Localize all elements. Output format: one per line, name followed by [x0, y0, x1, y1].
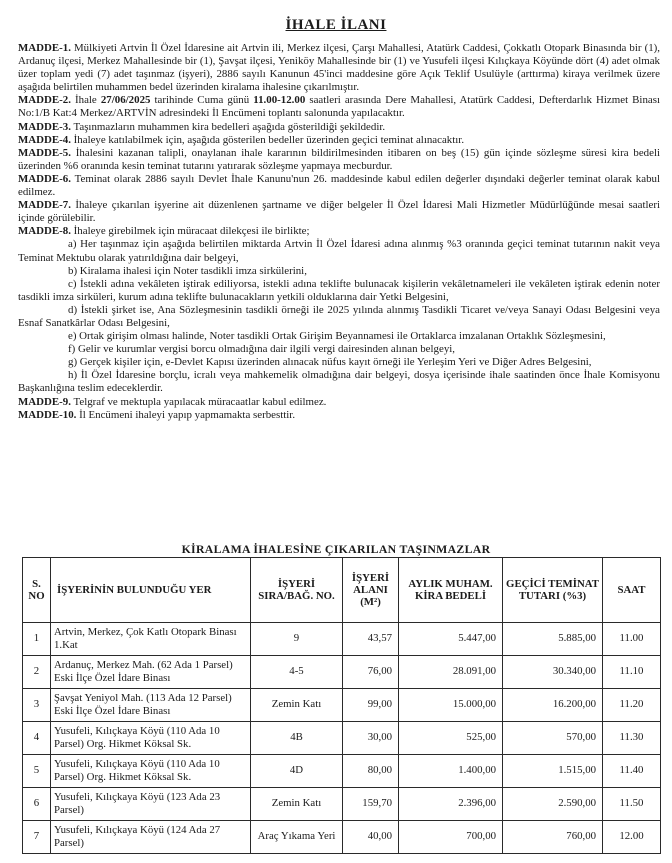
cell-rent: 700,00 — [399, 821, 503, 854]
properties-table — [22, 557, 661, 854]
cell-deposit: 1.515,00 — [503, 755, 603, 788]
article-label: MADDE-5. — [18, 146, 71, 159]
cell-time: 11.50 — [603, 788, 661, 821]
cell-no: 5 — [23, 755, 51, 788]
article-text: İhaleye girebilmek için müracaat dilekçesi ile birlikte; — [70, 225, 310, 238]
header-time: SAAT — [603, 558, 661, 623]
cell-area: 159,70 — [343, 788, 399, 821]
table-title: KİRALAMA İHALESİNE ÇIKARILAN TAŞINMAZLAR — [181, 542, 491, 556]
article-label: MADDE-9. — [18, 395, 71, 408]
cell-no: 2 — [23, 656, 51, 689]
cell-rent: 525,00 — [399, 722, 503, 755]
article-text: Taşınmazların muhammen kira bedelleri aşağıda gösterildiği şekildedir. — [70, 120, 386, 133]
cell-location: Yusufeli, Kılıçkaya Köyü (123 Ada 23 Parsel) — [51, 788, 251, 821]
document-title: İHALE İLANI — [285, 17, 387, 33]
article-label: MADDE-2. — [18, 94, 71, 107]
article-5 — [18, 147, 660, 173]
table-row — [23, 689, 661, 722]
article-text: İl Encümeni ihaleyi yapıp yapmamakta serbesttir. — [76, 408, 296, 421]
cell-area: 80,00 — [343, 755, 399, 788]
cell-location: Şavşat Yeniyol Mah. (113 Ada 12 Parsel) Eski İlçe Özel İdare Binası — [51, 689, 251, 722]
cell-unit-no: 9 — [251, 623, 343, 656]
cell-location: Yusufeli, Kılıçkaya Köyü (110 Ada 10 Parsel) Org. Hikmet Köksal Sk. — [51, 722, 251, 755]
article-label: MADDE-8. — [18, 225, 71, 238]
cell-time: 11.00 — [603, 623, 661, 656]
cell-no: 4 — [23, 722, 51, 755]
article-10 — [18, 409, 660, 422]
header-location: İŞYERİNİN BULUNDUĞU YER — [51, 558, 251, 623]
cell-unit-no: 4D — [251, 755, 343, 788]
cell-no: 7 — [23, 821, 51, 854]
article-text: saatleri arasında Dere Mahallesi, Atatürk Caddesi, Defterdarlık Hizmet Binası No:1/B Kat:4 Merkez/ARTVİN adresindeki İl Encümeni toplantı salonunda yapılacaktır. — [18, 94, 660, 120]
subitem-g: g) Gerçek kişiler için, e-Devlet Kapısı üzerinden alınacak nüfus kayıt örneği ile Yerleşim Yeri ve Diğer Adres Belgesini, — [68, 356, 592, 369]
article-3 — [18, 121, 660, 134]
article-label: MADDE-4. — [18, 133, 71, 146]
cell-deposit: 16.200,00 — [503, 689, 603, 722]
table-row — [23, 755, 661, 788]
cell-unit-no: 4-5 — [251, 656, 343, 689]
cell-deposit: 570,00 — [503, 722, 603, 755]
cell-rent: 2.396,00 — [399, 788, 503, 821]
cell-area: 30,00 — [343, 722, 399, 755]
article-label: MADDE-7. — [18, 199, 71, 212]
cell-rent: 1.400,00 — [399, 755, 503, 788]
article-4 — [18, 134, 660, 147]
article-label: MADDE-10. — [18, 408, 77, 421]
cell-area: 43,57 — [343, 623, 399, 656]
header-area: İŞYERİ ALANI (M²) — [343, 558, 399, 623]
cell-unit-no: 4B — [251, 722, 343, 755]
article-9 — [18, 396, 660, 409]
article-text: İhale — [70, 94, 101, 107]
subitem-b: b) Kiralama ihalesi için Noter tasdikli imza sirkülerini, — [68, 264, 307, 277]
header-rent: AYLIK MUHAM. KİRA BEDELİ — [399, 558, 503, 623]
cell-location: Yusufeli, Kılıçkaya Köyü (110 Ada 10 Parsel) Org. Hikmet Köksal Sk. — [51, 755, 251, 788]
article-6 — [18, 173, 660, 199]
cell-area: 76,00 — [343, 656, 399, 689]
article-text: Telgraf ve mektupla yapılacak müracaatlar kabul edilmez. — [70, 395, 327, 408]
subitem-e: e) Ortak girişim olması halinde, Noter tasdikli Ortak Girişim Beyannamesi ile Ortaklarca imzalanan Ortaklık Sözleşmesini, — [68, 330, 606, 343]
article-text: İhalesini kazanan talipli, onaylanan ihale kararının bildirilmesinden itibaren on beş (15) gün içinde sözleşme süresi kira bedeli üzerinden %6 oranında kesin teminat tutarını yatırarak sözleşme yapmaya mecburdur. — [18, 146, 660, 172]
table-row — [23, 623, 661, 656]
header-no: S. NO — [23, 558, 51, 623]
table-row — [23, 722, 661, 755]
cell-rent: 15.000,00 — [399, 689, 503, 722]
article-2 — [18, 94, 660, 120]
cell-time: 12.00 — [603, 821, 661, 854]
header-unit-no: İŞYERİ SIRA/BAĞ. NO. — [251, 558, 343, 623]
article-7 — [18, 199, 660, 225]
cell-area: 40,00 — [343, 821, 399, 854]
article-text: Teminat olarak 2886 sayılı Devlet İhale Kanunu'nun 26. maddesinde kabul edilen değerler dışındaki değerler teminat olarak kabul edilmez. — [18, 172, 660, 199]
cell-no: 1 — [23, 623, 51, 656]
cell-no: 3 — [23, 689, 51, 722]
subitem-d: d) İstekli şirket ise, Ana Sözleşmesinin tasdikli örneği ile 2025 yılında alınmış Tasdikli Ticaret ve/veya Sanayi Odası Belgesini veya Esnaf Sanatkârlar Odası Belgesini, — [18, 303, 660, 329]
article-label: MADDE-3. — [18, 120, 71, 133]
tender-date: 27/06/2025 — [100, 94, 151, 107]
header-deposit: GEÇİCİ TEMİNAT TUTARI (%3) — [503, 558, 603, 623]
table-row — [23, 656, 661, 689]
cell-deposit: 2.590,00 — [503, 788, 603, 821]
cell-time: 11.10 — [603, 656, 661, 689]
cell-time: 11.20 — [603, 689, 661, 722]
article-label: MADDE-1. — [18, 42, 71, 54]
cell-deposit: 30.340,00 — [503, 656, 603, 689]
cell-unit-no: Zemin Katı — [251, 689, 343, 722]
document-body — [18, 42, 660, 422]
subitem-a: a) Her taşınmaz için aşağıda belirtilen miktarda Artvin İl Özel İdaresi adına alınmış %3 oranında geçici teminat tutarının nakit veya Teminat Mektubu olarak yatırıldığına dair belgeyi, — [18, 238, 660, 264]
subitem-c: c) İstekli adına vekâleten iştirak ediliyorsa, istekli adına teklifte bulunacak kişilerin vekâletnameleri ile vekâleten iştirak edenin noter tasdikli imza sirküleri, kurum adına teklifte bulunacakların yetkili olduklarına dair Yetki Belgesini, — [18, 277, 660, 303]
cell-location: Artvin, Merkez, Çok Katlı Otopark Binası 1.Kat — [51, 623, 251, 656]
tender-hours: 11.00-12.00 — [253, 94, 306, 107]
cell-deposit: 760,00 — [503, 821, 603, 854]
cell-time: 11.30 — [603, 722, 661, 755]
article-1 — [18, 42, 660, 94]
article-8 — [18, 225, 660, 238]
table-header-row — [23, 558, 661, 623]
cell-time: 11.40 — [603, 755, 661, 788]
article-text: tarihinde Cuma günü — [150, 94, 254, 107]
cell-no: 6 — [23, 788, 51, 821]
table-row — [23, 788, 661, 821]
article-text: İhaleye çıkarılan işyerine ait düzenlenen şartname ve diğer belgeler İl Özel İdaresi Mali Hizmetler Müdürlüğünde mesai saatleri içinde görülebilir. — [18, 199, 660, 225]
subitem-h: h) İl Özel İdaresine borçlu, icralı veya mahkemelik olmadığına dair belgeyi, dosya içerisinde ihale saatinden önce İhale Komisyonu Başkanlığına teslim edeceklerdir. — [18, 369, 660, 395]
cell-rent: 28.091,00 — [399, 656, 503, 689]
article-text: Mülkiyeti Artvin İl Özel İdaresine ait Artvin ili, Merkez ilçesi, Çarşı Mahallesi, Atatürk Caddesi, Çokkatlı Otopark Binasında bir (1), Ardanuç ilçesi, Merkez Mahallesinde bir (1), Şavşat ilçesi, Yeniköy Mahallesinde bir (1) ve Yusufeli ilçesi Kılıçkaya Köyünde dört (4) adet olmak üzer toplam yedi (7) adet taşınmaz (işyeri), 2886 sayılı Kanunun 45'inci maddesine göre Açık Teklif Usulüyle (arttırma) kiraya verilmek üzere aşağıda belirtilen muhammen bedel üzerinden kiralama ihalesine çıkarılmıştır. — [18, 42, 660, 94]
article-text: İhaleye katılabilmek için, aşağıda gösterilen bedeller üzerinden geçici teminat alınacaktır. — [70, 133, 465, 146]
cell-area: 99,00 — [343, 689, 399, 722]
cell-unit-no: Araç Yıkama Yeri — [251, 821, 343, 854]
cell-location: Ardanuç, Merkez Mah. (62 Ada 1 Parsel) Eski İlçe Özel İdare Binası — [51, 656, 251, 689]
table-row — [23, 821, 661, 854]
article-label: MADDE-6. — [18, 172, 71, 185]
cell-location: Yusufeli, Kılıçkaya Köyü (124 Ada 27 Parsel) — [51, 821, 251, 854]
subitem-f: f) Gelir ve kurumlar vergisi borcu olmadığına dair ilgili vergi dairesinden alınan belgeyi, — [68, 343, 456, 356]
cell-deposit: 5.885,00 — [503, 623, 603, 656]
cell-rent: 5.447,00 — [399, 623, 503, 656]
cell-unit-no: Zemin Katı — [251, 788, 343, 821]
